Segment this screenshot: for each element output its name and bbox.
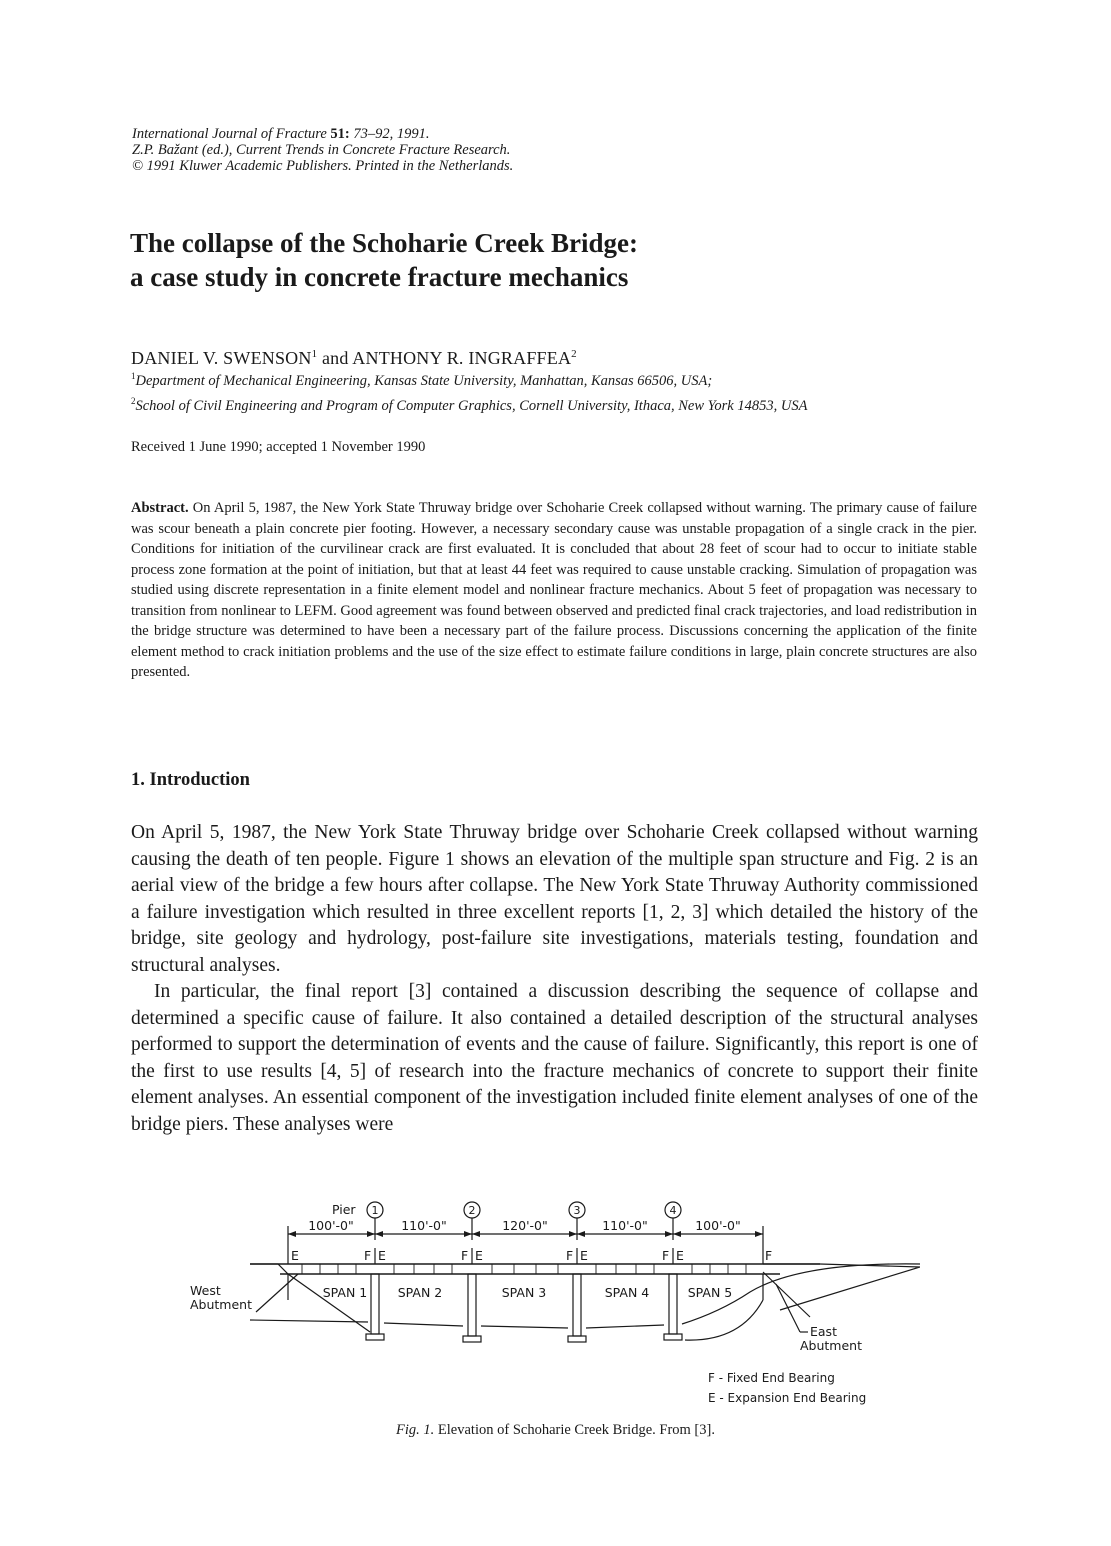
pier-number-3: 3	[573, 1204, 581, 1217]
span-label-1: SPAN 1	[322, 1285, 368, 1300]
span-length-2: 110'-0"	[401, 1218, 447, 1233]
span-label-3: SPAN 3	[501, 1285, 547, 1300]
figure-caption	[0, 1422, 1111, 1439]
body-text	[131, 820, 978, 1138]
bearing-f-3: F	[566, 1248, 574, 1263]
span-length-5: 100'-0"	[695, 1218, 741, 1233]
east-abutment-shape	[763, 1264, 920, 1310]
journal-citation: International Journal of Fracture 51: 73–92, 1991.	[132, 126, 430, 142]
paragraph-2: In particular, the final report [3] contained a discussion describing the sequence of collapse and determined a specific cause of failure. It also contained a detailed description of the structural analyses performed to support the determination of events and the cause of failure. Significantly, this report is one of the first to use results [4, 5] of research into the fracture mechanics of concrete to support their finite element analyses. An essential component of the investigation included finite element analyses of one of the bridge piers. These analyses were	[131, 981, 978, 1135]
pier-number-1: 1	[371, 1204, 379, 1217]
bearing-e-2: E	[378, 1248, 386, 1263]
abstract-label: Abstract.	[131, 500, 189, 516]
bearing-e-3: E	[475, 1248, 483, 1263]
legend-fixed: F - Fixed End Bearing	[708, 1371, 835, 1385]
author-conjunction: and	[321, 348, 349, 368]
affiliation-2: $^2$School of Civil Engineering and Program of Computer Graphics, Cornell University, Ithaca, New York 14853, USA	[131, 395, 808, 414]
caption-label: Fig. 1.	[396, 1422, 435, 1438]
span-length-3: 120'-0"	[502, 1218, 548, 1233]
legend-expansion: E - Expansion End Bearing	[708, 1391, 867, 1405]
author-1: DANIEL V. SWENSON	[131, 348, 312, 368]
received-dates: Received 1 June 1990; accepted 1 November 1990	[131, 439, 426, 455]
pier-number-2: 2	[468, 1204, 476, 1217]
bearing-f-2: F	[461, 1248, 469, 1263]
title-line-1: The collapse of the Schoharie Creek Bridge:	[130, 228, 638, 258]
paper-title	[130, 226, 638, 294]
abstract-text: On April 5, 1987, the New York State Thruway bridge over Schoharie Creek collapsed without warning. The primary cause of failure was scour beneath a plain concrete pier footing. However, a necessary secondary cause was unstable propagation of a single crack in the pier. Conditions for initiation of the curvilinear crack are first evaluated. It is concluded that about 28 feet of scour had to occur to initiate stable process zone formation at the point of initiation, but that at least 44 feet was required to cause unstable cracking. Simulation of propagation was studied using discrete representation in a finite element model and nonlinear fracture mechanics. About 5 feet of propagation was necessary to transition from nonlinear to LEFM. Good agreement was found between observed and predicted final crack trajectories, and load redistribution in the bridge structure was determined to have been a necessary part of the failure process. Discussions concerning the application of the finite element method to crack initiation problems and the use of the size effect to estimate failure conditions in large, plain concrete structures are also presented.	[131, 500, 977, 680]
east-abutment-label-1: East	[810, 1324, 837, 1339]
affiliations	[131, 366, 807, 416]
editor-line: Z.P. Bažant (ed.), Current Trends in Concrete Fracture Research.	[132, 142, 511, 158]
copyright-line: © 1991 Kluwer Academic Publishers. Printed in the Netherlands.	[132, 158, 514, 174]
span-label-5: SPAN 5	[687, 1285, 733, 1300]
author-2-affil-mark: 2	[571, 348, 577, 360]
span-label-4: SPAN 4	[604, 1285, 650, 1300]
bearing-f-5: F	[765, 1248, 773, 1263]
author-1-affil-mark: 1	[311, 348, 318, 360]
abstract	[131, 498, 977, 683]
bearing-f-4: F	[662, 1248, 670, 1263]
pier-number-4: 4	[669, 1204, 677, 1217]
bearing-e-5: E	[676, 1248, 684, 1263]
bearing-e-1: E	[291, 1248, 299, 1263]
affiliation-1: $^1$Department of Mechanical Engineering, Kansas State University, Manhattan, Kansas 66506, USA;	[131, 371, 713, 389]
west-abutment-label-2: Abutment	[190, 1297, 252, 1312]
span-length-1: 100'-0"	[308, 1218, 354, 1233]
journal-header	[132, 126, 513, 174]
west-abutment-label-1: West	[190, 1283, 221, 1298]
span-length-4: 110'-0"	[602, 1218, 648, 1233]
pier-label: Pier	[332, 1202, 356, 1217]
section-heading: 1. Introduction	[131, 770, 250, 790]
bridge-elevation-figure	[180, 1192, 920, 1424]
bearing-e-4: E	[580, 1248, 588, 1263]
author-2: ANTHONY R. INGRAFFEA	[352, 348, 572, 368]
title-line-2: a case study in concrete fracture mechanics	[130, 262, 629, 292]
caption-text: Elevation of Schoharie Creek Bridge. From [3].	[437, 1422, 715, 1438]
east-abutment-label-2: Abutment	[800, 1338, 862, 1353]
bearing-f-1: F	[364, 1248, 372, 1263]
paragraph-1: On April 5, 1987, the New York State Thruway bridge over Schoharie Creek collapsed without warning causing the death of ten people. Figure 1 shows an elevation of the multiple span structure and Fig. 2 is an aerial view of the bridge a few hours after collapse. The New York State Thruway Authority commissioned a failure investigation which resulted in three excellent reports [1, 2, 3] which detailed the history of the bridge, site geology and hydrology, post-failure site investigations, materials testing, foundation and structural analyses.	[131, 822, 978, 976]
span-label-2: SPAN 2	[397, 1285, 443, 1300]
